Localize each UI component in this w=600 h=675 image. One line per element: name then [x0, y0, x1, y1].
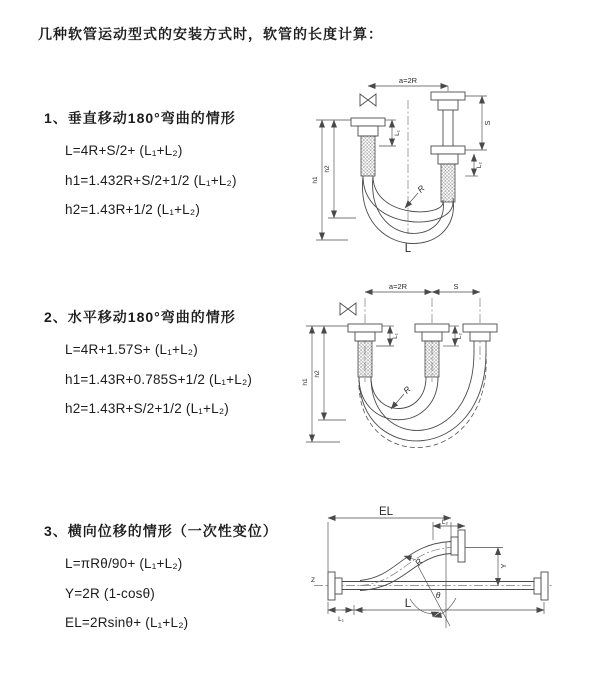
formula-length: L=4R+S/2+ (L₁+L₂) — [65, 143, 183, 158]
section-vertical-movement — [44, 108, 237, 225]
dim-label-l2: L₂ — [441, 519, 449, 526]
dim-label-s: S — [453, 282, 459, 291]
flange-right — [431, 146, 465, 202]
formula-h1: h1=1.43R+0.785S+1/2 (L₁+L₂) — [65, 371, 253, 387]
section-2-formulas — [44, 335, 252, 424]
radius-callout — [404, 556, 425, 568]
dim-label-l1: L₁ — [394, 130, 401, 136]
dim-label-h1: h1 — [312, 176, 319, 184]
dim-h1 — [302, 326, 348, 442]
formula-h1: h1=1.432R+S/2+1/2 (L₁+L₂) — [65, 172, 237, 188]
dim-label-h1: h1 — [302, 378, 309, 386]
page-title: 几种软管运动型式的安装方式时，软管的长度计算： — [38, 26, 383, 42]
diagram-lateral-displacement — [298, 500, 586, 652]
dim-label-a2r: a=2R — [388, 282, 408, 291]
axis-label: Z — [311, 577, 315, 584]
flange-upper-right — [451, 530, 465, 562]
flange-left — [348, 324, 382, 377]
dim-h2 — [314, 326, 346, 420]
dim-h1 — [312, 120, 351, 240]
radius-label: R — [412, 556, 425, 568]
dim-label-el: EL — [378, 506, 394, 518]
formula-h2: h2=1.43R+1/2 (L₁+L₂) — [65, 202, 201, 217]
hose-displaced-curve — [360, 542, 451, 591]
dim-a2r — [368, 76, 448, 91]
dim-label-a2r: a=2R — [398, 76, 418, 85]
section-1-heading: 1、垂直移动180°弯曲的情形 — [44, 110, 236, 126]
dim-l-total — [328, 598, 544, 623]
dim-s — [432, 282, 480, 292]
section-2-heading: 2、水平移动180°弯曲的情形 — [44, 309, 236, 325]
length-label: L — [404, 243, 412, 255]
section-1-formulas — [44, 136, 237, 225]
valve-icon — [340, 303, 356, 315]
dim-label-l1: L₁ — [392, 333, 399, 339]
hose-loops — [359, 352, 486, 448]
flange-middle — [415, 324, 449, 377]
formula-length: L=πRθ/90+ (L₁+L₂) — [65, 556, 183, 571]
valve-icon — [360, 94, 376, 106]
section-horizontal-movement — [44, 307, 252, 424]
dim-label-s: S — [483, 120, 492, 126]
dim-h2 — [324, 120, 356, 218]
radius-label: R — [415, 183, 427, 195]
section-3-heading: 3、横向位移的情形（一次性变位） — [44, 523, 278, 539]
dim-label-l2: L₂ — [456, 332, 463, 340]
section-lateral-displacement — [44, 521, 278, 638]
dim-a2r — [365, 282, 432, 292]
formula-length: L=4R+1.57S+ (L₁+L₂) — [65, 342, 198, 357]
flange-left — [328, 572, 360, 600]
dim-label-l: L — [404, 598, 412, 610]
dim-label-y: Y — [499, 563, 508, 569]
flange-lower-right — [516, 572, 548, 600]
dim-label-h2: h2 — [314, 370, 321, 378]
dim-el — [328, 506, 451, 572]
dim-l2 — [465, 154, 483, 176]
radius-label: R — [401, 384, 413, 396]
dim-y — [465, 548, 508, 586]
formula-y: Y=2R (1-cosθ) — [65, 585, 156, 601]
theta-label: θ — [435, 590, 441, 600]
flange-left — [351, 118, 385, 176]
formula-el: EL=2Rsinθ+ (L₁+L₂) — [65, 615, 189, 630]
flange-right-displaced — [431, 92, 465, 146]
dim-label-l1: L₁ — [338, 616, 344, 623]
dim-s — [465, 96, 492, 150]
formula-h2: h2=1.43R+S/2+1/2 (L₁+L₂) — [65, 401, 229, 416]
radius-callout — [391, 384, 413, 409]
angle-construction — [410, 542, 456, 628]
section-3-formulas — [44, 549, 278, 638]
diagram-vertical-180-bend — [306, 72, 550, 258]
dim-label-h2: h2 — [324, 165, 331, 173]
diagram-horizontal-180-bend — [300, 282, 572, 457]
dim-label-l2: L₂ — [476, 161, 483, 169]
